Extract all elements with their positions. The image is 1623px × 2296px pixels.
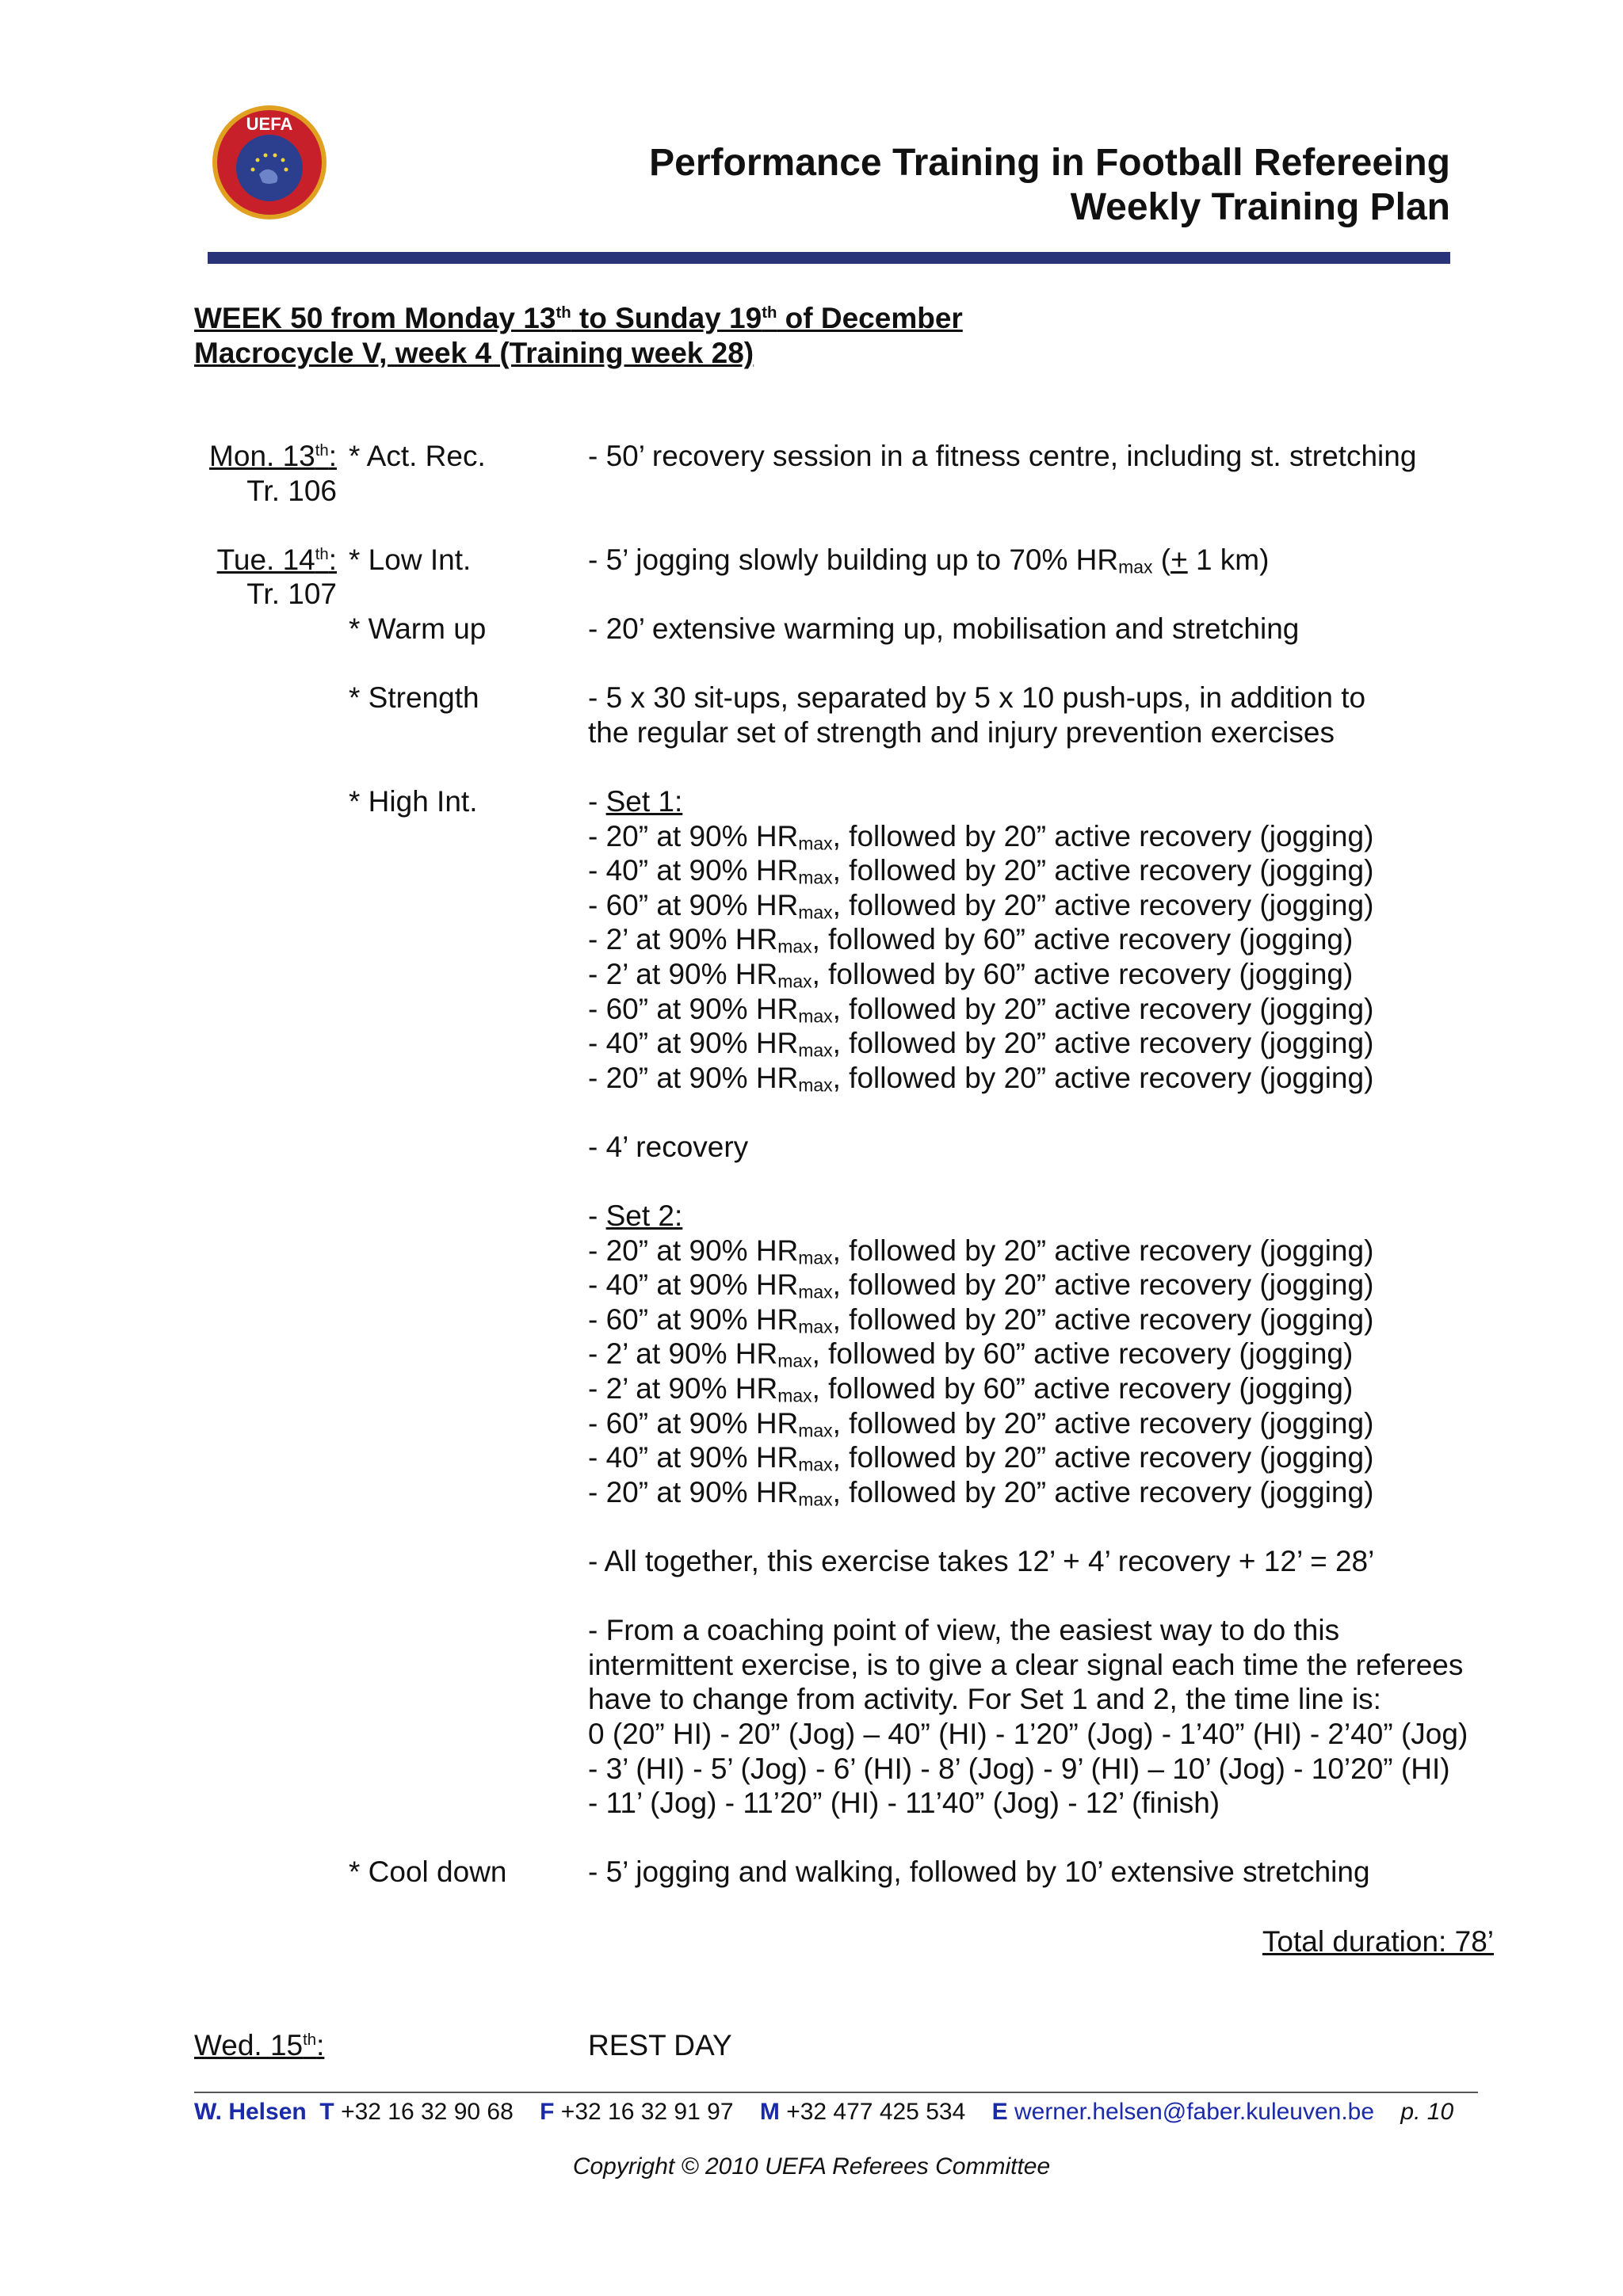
rest-day: REST DAY xyxy=(588,2029,732,2061)
header-subtitle: Weekly Training Plan xyxy=(1070,186,1450,228)
day-tuesday xyxy=(194,543,1539,1890)
macrocycle-title: Macrocycle V, week 4 (Training week 28) xyxy=(194,337,754,369)
total-duration: Total duration: 78’ xyxy=(1262,1925,1494,1958)
activity-low-int: * Low Int. - 5’ jogging slowly building up to 70% $HR_{max}$ (+ 1 km) xyxy=(349,543,1270,578)
header-title: Performance Training in Football Refereeing xyxy=(649,142,1450,184)
svg-text:UEFA: UEFA xyxy=(246,114,293,134)
day-label-monday: Mon. 13th: Tr. 106 xyxy=(209,440,337,507)
footer-rule xyxy=(194,2092,1478,2093)
activity-high-int: * High Int. - Set 1: - 20” at 90% $HR_{max}$, followed by 20” active recovery (jogging) - 40” at 90% $HR_{max}$, followed by 20” active recovery (jogging) - 60” at 90% $HR_{max}$, followed by 20” active recovery (jogging) - 2’ at 90% $HR_{max}$, followed by 60” active recovery (jogging) - 2’ at 90% $HR_{max}$, followed by 60” active recovery (jogging) - 60” at 90% $HR_{max}$, followed by 20” active recovery (jogging) - 40” at 90% $HR_{max}$, followed by 20” active recovery (jogging) - 20” at 90% $HR_{max}$, followed by 20” active recovery (jogging) - 4’ recovery - Set 2: - 20” at 90% $HR_{max}$, followed by 20” active recovery (jogging) - 40” at 90% $HR_{max}$, followed by 20” active recovery (jogging) - 60” at 90% $HR_{max}$, followed by 20” active recovery (jogging) - 2’ at 90% $HR_{max}$, followed by 60” active recovery (jogging) - 2’ at 90% $HR_{max}$, followed by 60” active recovery (jogging) - 60” at 90% $HR_{max}$, followed by 20” active recovery (jogging) - 40” at 90% $HR_{max}$, followed by 20” active recovery (jogging) - 20” at 90% $HR_{max}$, followed by 20” active recovery (jogging) - All together, this exercise takes 12’ + 4’ recovery + 12’ = 28’ - From a coaching point of view, the easiest way to do this intermittent exercise, is to give a clear signal each time the referees have to change from activity. For Set 1 and 2, the time line is: 0 (20” HI) - 20” (Jog) – 40” (HI) - 1’20” (Jog) - 1’40” (HI) - 2’40” (Jog) - 3’ (HI) - 5’ (Jog) - 6’ (HI) - 8’ (Jog) - 9’ (HI) – 10’ (Jog) - 10’20” (HI) - 11’ (Jog) - 11’20” (HI) - 11’40” (Jog) - 12’ (finish) xyxy=(194,784,1539,1821)
uefa-logo xyxy=(210,103,329,222)
day-label-tuesday: Tue. 14th: Tr. 107 xyxy=(216,543,337,611)
day-label-wednesday: Wed. 15th: xyxy=(194,2029,325,2061)
week-title: WEEK 50 from Monday 13th to Sunday 19th of December xyxy=(194,302,963,334)
set2-heading: - Set 2: xyxy=(588,1199,683,1233)
week-heading xyxy=(194,301,963,371)
header-rule xyxy=(208,252,1450,264)
activity-act-rec: * Act. Rec. - 50’ recovery session in a fitness centre, including st. stretching xyxy=(349,440,1417,472)
activity-strength: * Strength - 5 x 30 sit-ups, separated by 5 x 10 push-ups, in addition to the regular set of strength and injury prevention exercises xyxy=(349,681,1366,749)
document-header xyxy=(649,141,1450,230)
email-link[interactable]: werner.helsen@faber.kuleuven.be xyxy=(1014,2099,1375,2125)
day-monday xyxy=(194,439,1539,508)
copyright: Copyright © 2010 UEFA Referees Committee xyxy=(572,2153,1051,2180)
footer-contact: W. Helsen T +32 16 32 90 68 F +32 16 32 91 97 M +32 477 425 534 E werner.helsen@faber.kuleuven.be p. 10 xyxy=(194,2099,1454,2125)
page-number: p. 10 xyxy=(1400,2099,1454,2125)
activity-cool-down: * Cool down - 5’ jogging and walking, followed by 10’ extensive stretching xyxy=(349,1855,1370,1889)
set1-heading: - Set 1: xyxy=(588,784,683,818)
training-plan xyxy=(194,439,1539,1890)
activity-warm-up: * Warm up - 20’ extensive warming up, mobilisation and stretching xyxy=(349,612,1300,645)
